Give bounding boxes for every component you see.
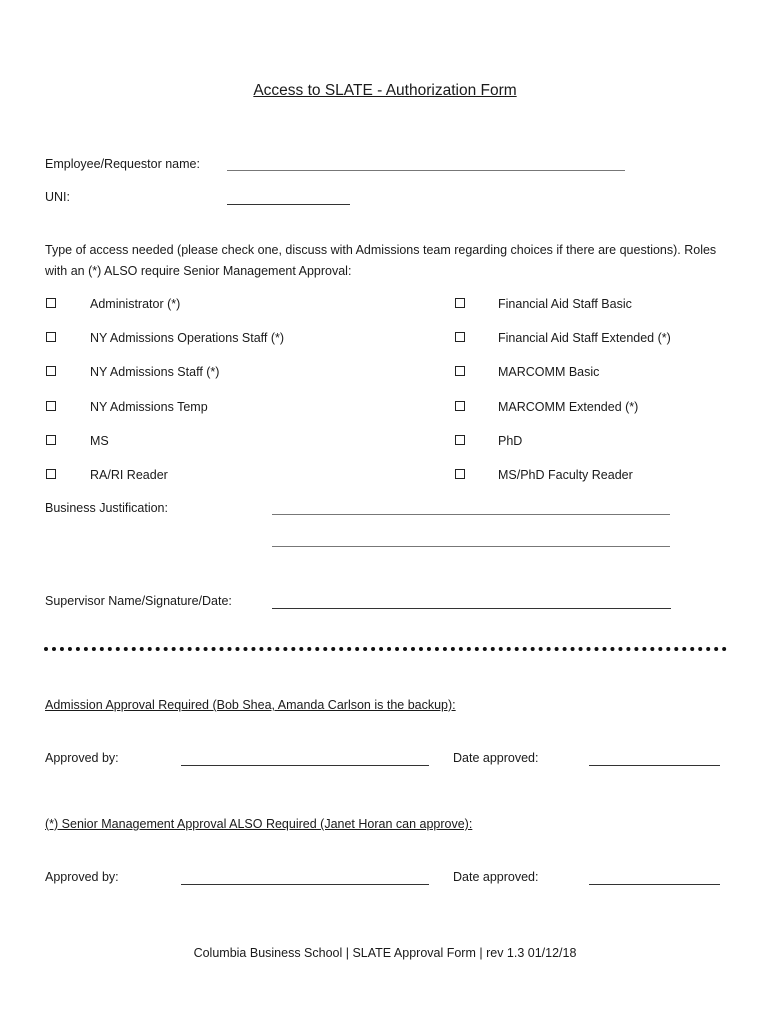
checkbox-ra-ri-reader[interactable] — [46, 469, 56, 479]
checkbox-ms-phd-faculty-reader[interactable] — [455, 469, 465, 479]
supervisor-field[interactable] — [272, 608, 671, 609]
business-justification-field-1[interactable] — [272, 514, 670, 515]
form-title: Access to SLATE - Authorization Form — [253, 82, 517, 99]
uni-label: UNI: — [45, 190, 70, 204]
option-financial-aid-staff-basic: Financial Aid Staff Basic — [498, 297, 632, 311]
employee-name-label: Employee/Requestor name: — [45, 157, 200, 171]
senior-approved-by-field[interactable] — [181, 884, 429, 885]
business-justification-field-2[interactable] — [272, 546, 670, 547]
checkbox-financial-aid-staff-basic[interactable] — [455, 298, 465, 308]
checkbox-marcomm-basic[interactable] — [455, 366, 465, 376]
option-ny-admissions-staff: NY Admissions Staff (*) — [90, 365, 220, 379]
section-divider — [44, 647, 727, 651]
access-instructions-line1: Type of access needed (please check one, discuss with Admissions team regarding choices if there are questions). Roles — [45, 243, 717, 257]
checkbox-ms[interactable] — [46, 435, 56, 445]
checkbox-financial-aid-staff-extended[interactable] — [455, 332, 465, 342]
employee-name-field[interactable] — [227, 170, 625, 171]
date-approved-field[interactable] — [589, 765, 720, 766]
option-marcomm-extended: MARCOMM Extended (*) — [498, 400, 639, 414]
footer-text: Columbia Business School | SLATE Approval Form | rev 1.3 01/12/18 — [193, 946, 577, 960]
option-ny-admissions-operations-staff: NY Admissions Operations Staff (*) — [90, 331, 285, 345]
approved-by-field[interactable] — [181, 765, 429, 766]
senior-approval-heading: (*) Senior Management Approval ALSO Required (Janet Horan can approve): — [45, 817, 473, 831]
senior-approved-by-label: Approved by: — [45, 870, 119, 884]
business-justification-label: Business Justification: — [45, 501, 168, 515]
checkbox-phd[interactable] — [455, 435, 465, 445]
checkbox-ny-admissions-temp[interactable] — [46, 401, 56, 411]
option-financial-aid-staff-extended: Financial Aid Staff Extended (*) — [498, 331, 671, 345]
checkbox-administrator[interactable] — [46, 298, 56, 308]
senior-date-approved-field[interactable] — [589, 884, 720, 885]
supervisor-label: Supervisor Name/Signature/Date: — [45, 594, 232, 608]
date-approved-label: Date approved: — [453, 751, 539, 765]
option-ms-phd-faculty-reader: MS/PhD Faculty Reader — [498, 468, 633, 482]
checkbox-marcomm-extended[interactable] — [455, 401, 465, 411]
approved-by-label: Approved by: — [45, 751, 119, 765]
access-instructions-line2: with an (*) ALSO require Senior Management Approval: — [45, 264, 352, 278]
option-administrator: Administrator (*) — [90, 297, 181, 311]
option-ra-ri-reader: RA/RI Reader — [90, 468, 168, 482]
option-marcomm-basic: MARCOMM Basic — [498, 365, 600, 379]
checkbox-ny-admissions-operations-staff[interactable] — [46, 332, 56, 342]
option-ny-admissions-temp: NY Admissions Temp — [90, 400, 208, 414]
uni-field[interactable] — [227, 204, 350, 205]
checkbox-ny-admissions-staff[interactable] — [46, 366, 56, 376]
admission-approval-heading: Admission Approval Required (Bob Shea, Amanda Carlson is the backup): — [45, 698, 456, 712]
senior-date-approved-label: Date approved: — [453, 870, 539, 884]
option-ms: MS — [90, 434, 109, 448]
option-phd: PhD — [498, 434, 523, 448]
